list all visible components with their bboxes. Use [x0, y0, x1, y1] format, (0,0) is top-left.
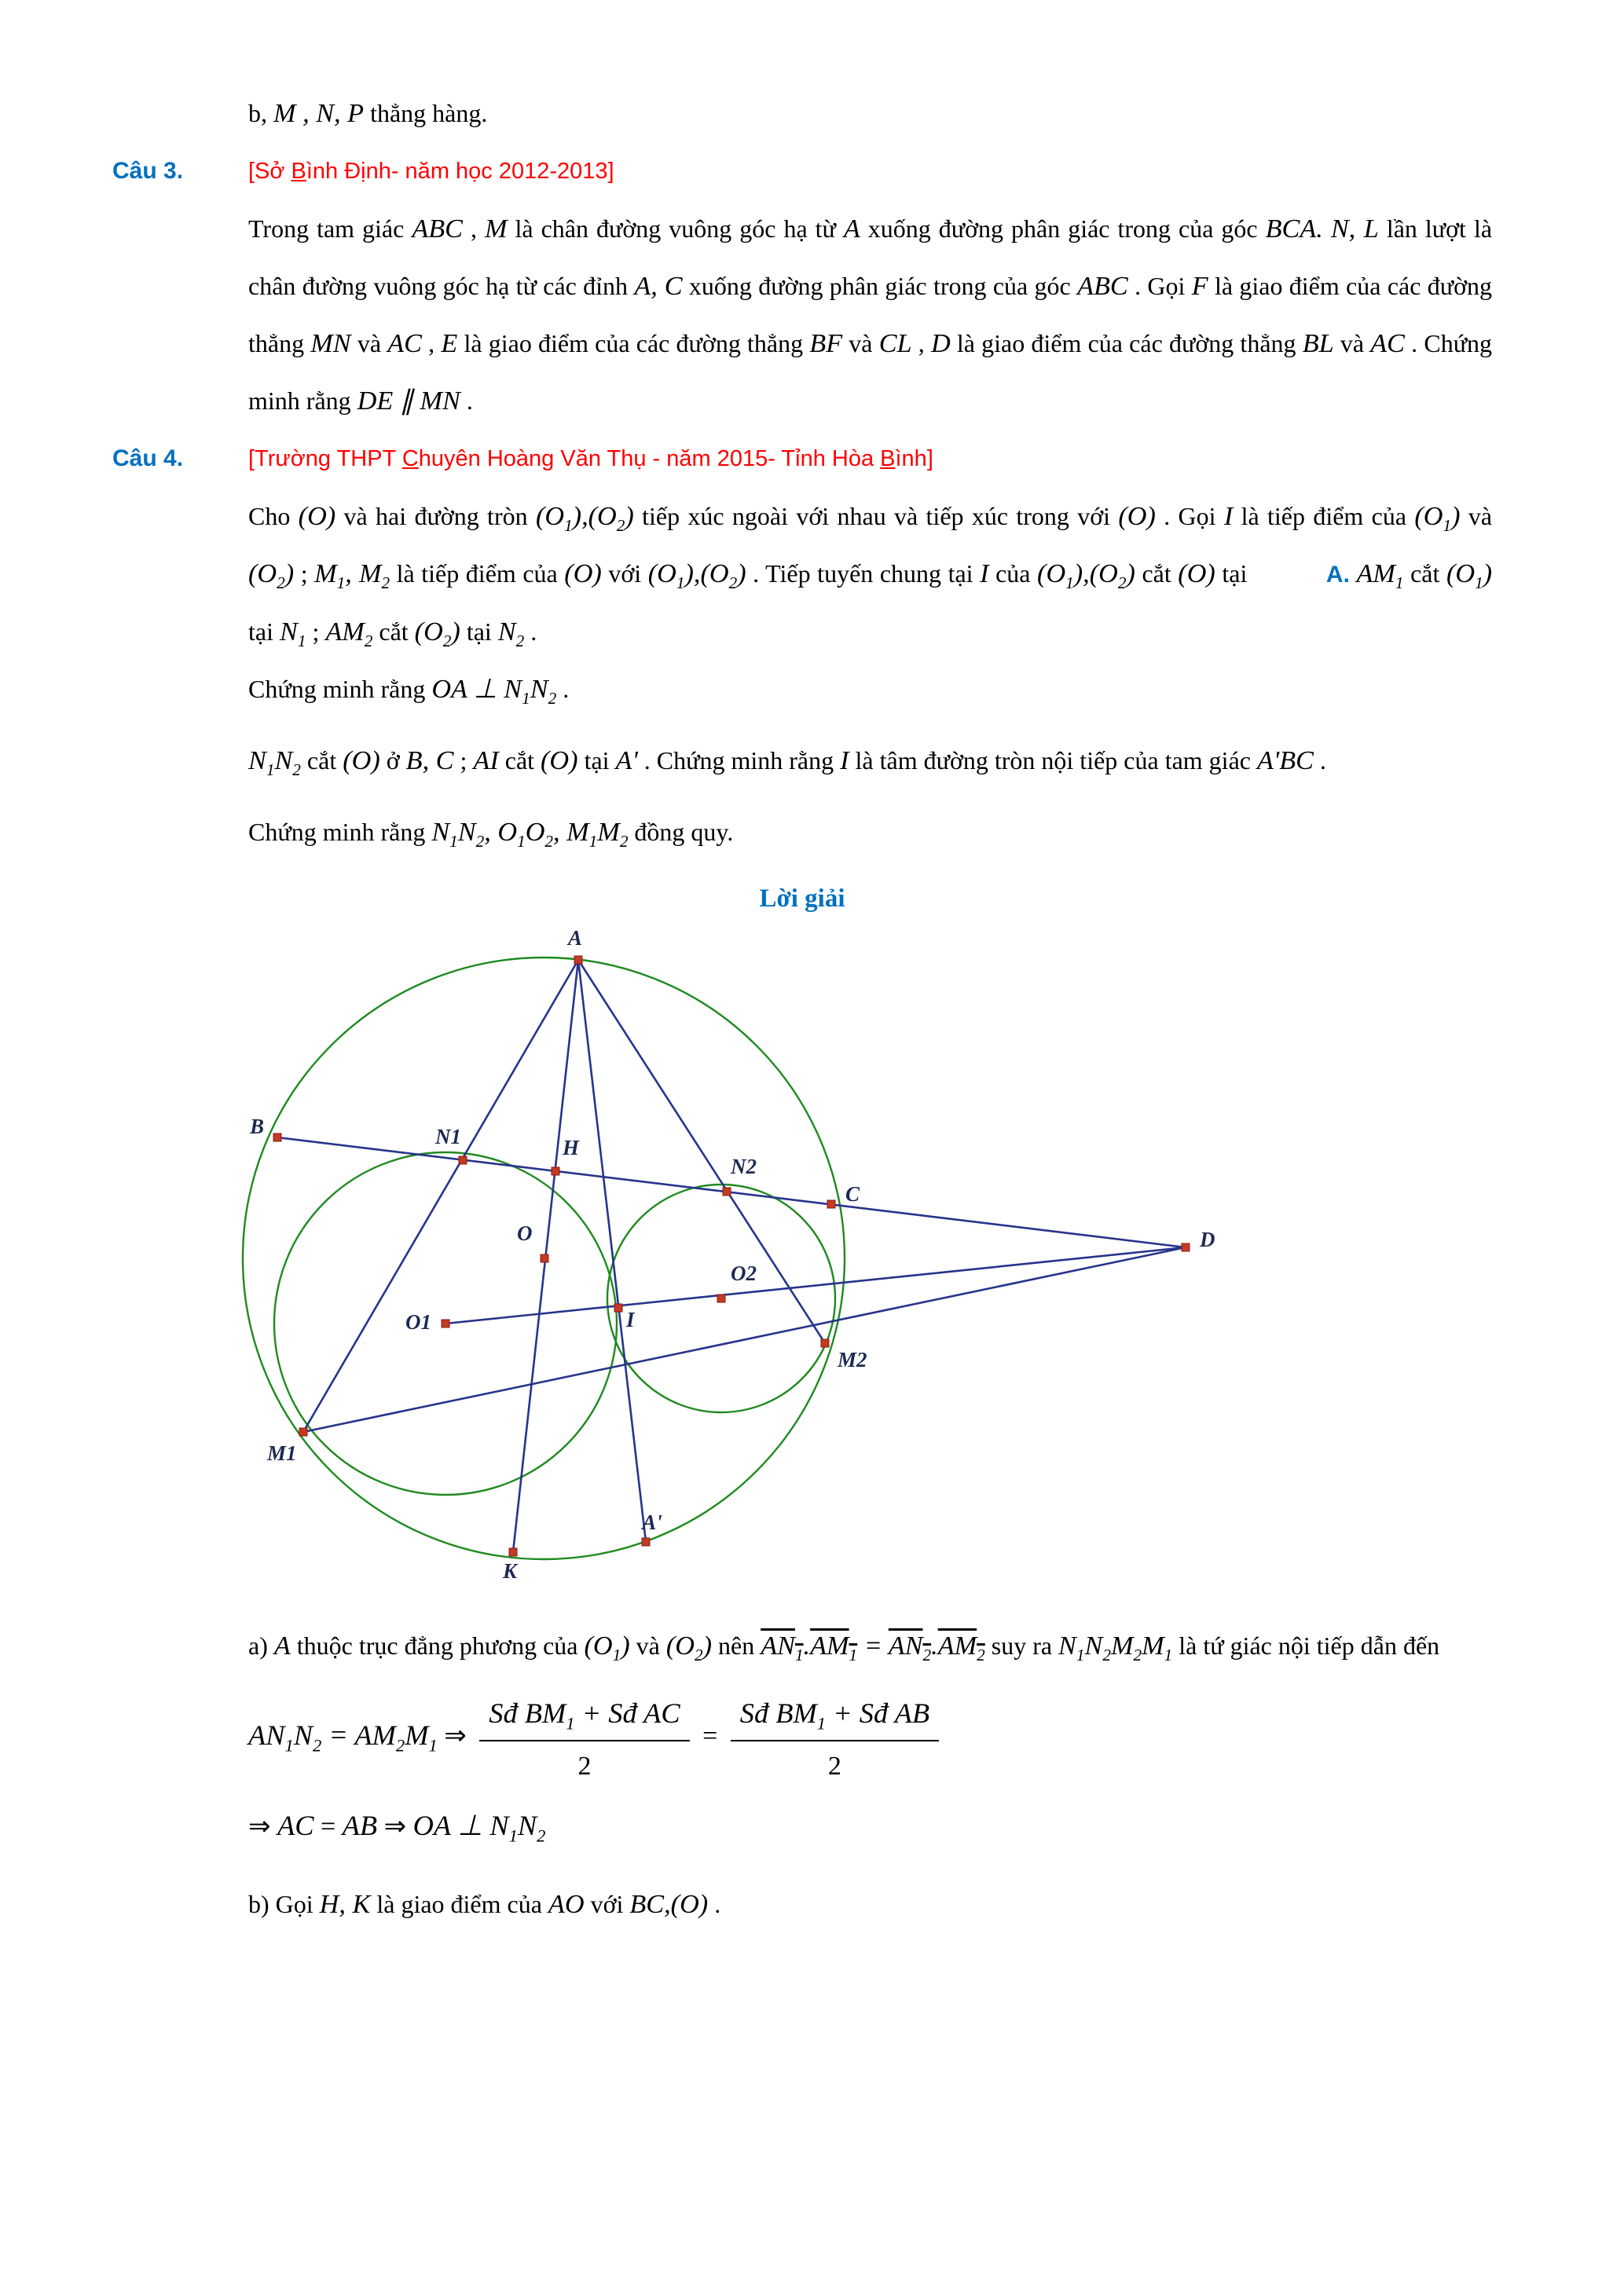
- point-M1: [299, 1428, 307, 1436]
- text-run: A: [843, 214, 860, 244]
- text-run: B: [880, 446, 896, 471]
- label-A: A: [567, 926, 583, 950]
- text-run: B: [291, 159, 306, 184]
- text-run: F: [1191, 271, 1208, 301]
- text-run: .: [803, 1631, 811, 1661]
- text-run: $N_2$: [293, 1719, 322, 1755]
- question-3-source: [Sở Bình Định- năm học 2012-2013]: [248, 159, 614, 184]
- question-4-claim-concurrent: Chứng minh rằng $N_1N_2$, $O_1O_2$, $M_1M_2$ đồng quy.: [248, 817, 734, 851]
- question-4-body: Cho (O) và hai đường tròn $(O_1),(O_2)$ tiếp xúc ngoài với nhau và tiếp xúc trong với (O) . Gọi I là tiếp điểm của $(O_1)$ và $(O_2)$ ; $M_1$, $M_2$ là tiếp điểm của (O) với $(O_1),(O_2)$ . Tiếp tuyến chung tại I của $(O_1),(O_2)$ cắt (O) tại A. $AM_1$ cắt $(O_1)$ tại $N_1$ ; $AM_2$ cắt $(O_2)$ tại $N_2$ .: [248, 501, 1493, 650]
- text-run: ): [451, 617, 460, 646]
- text-run: , $M_1$: [553, 817, 598, 851]
- text-run: (O): [298, 501, 336, 531]
- text-run: $N_2$: [497, 617, 525, 650]
- text-run: AC: [1370, 328, 1405, 358]
- text-run: AI: [473, 745, 499, 775]
- text-run: A.: [1325, 562, 1350, 588]
- line-A-M1: [303, 960, 578, 1432]
- text-run: B, C: [405, 745, 454, 775]
- text-run: I: [980, 558, 989, 588]
- text-run: $M_1$: [314, 558, 346, 592]
- text-run: )$,(O_2$: [684, 558, 738, 592]
- text-run: AO: [548, 1888, 585, 1919]
- label-A': A': [642, 1511, 662, 1534]
- text-run: ): [621, 1631, 630, 1661]
- text-run: + Sđ AC: [574, 1697, 680, 1729]
- point-D: [1182, 1243, 1190, 1251]
- label-B: B: [250, 1115, 265, 1138]
- text-run: A, C: [634, 271, 683, 301]
- label-M1: M1: [267, 1441, 297, 1465]
- point-A: [574, 956, 582, 964]
- line-B-C-D: [277, 1137, 1186, 1247]
- label-D: D: [1200, 1228, 1215, 1251]
- point-N1: [459, 1156, 467, 1164]
- question-3-body: Trong tam giác ABC , M là chân đường vuông góc hạ từ A xuống đường phân giác trong của góc BCA. N, L lần lượt là chân đường vuông góc hạ từ các đỉnh A, C xuống đường phân giác trong của góc ABC . Gọi F là giao điểm của các đường thẳng MN và AC , E là giao điểm của các đường thẳng BF và CL , D là giao điểm của các đường thẳng BL và AC . Chứng minh rằng DE ∥ MN .: [248, 214, 1493, 416]
- text-run: $AM_1$: [810, 1631, 858, 1664]
- text-run: $N_1$: [279, 617, 306, 650]
- text-run: ): [702, 1631, 712, 1661]
- text-run: ($O_1$: [1446, 558, 1483, 592]
- text-run: A'BC: [1256, 745, 1314, 775]
- text-run: Sđ $BM_1$: [739, 1697, 827, 1734]
- text-run: , $O_1$: [484, 817, 526, 851]
- text-run: $AM_2$: [354, 1719, 405, 1755]
- fraction: [479, 1690, 689, 1786]
- text-run: ($O_2$: [414, 617, 452, 650]
- text-run: =: [857, 1631, 889, 1661]
- question-4-claim-incenter: $N_1N_2$ cắt (O) ở B, C ; AI cắt (O) tại A' . Chứng minh rằng I là tâm đường tròn nội tiếp của tam giác A'BC .: [248, 745, 1326, 779]
- point-A': [642, 1538, 650, 1546]
- text-run: $N_1$: [248, 745, 275, 779]
- text-run: Sđ $BM_1$: [489, 1697, 575, 1734]
- diagram-container: [212, 926, 1492, 1613]
- text-run: ABC: [1077, 271, 1128, 301]
- text-run: AC: [387, 328, 422, 358]
- text-run: $M_1$: [405, 1719, 438, 1755]
- label-O1: O1: [405, 1310, 431, 1334]
- text-run: $AM_2$: [325, 617, 373, 650]
- text-run: $N_2$: [274, 745, 301, 779]
- label-O2: O2: [731, 1262, 757, 1285]
- text-run: DE ∥ MN: [357, 386, 460, 416]
- text-run: E: [441, 328, 458, 358]
- text-run: $M_2$: [1110, 1631, 1142, 1664]
- question-3-label: Câu 3.: [112, 158, 184, 184]
- text-run: ): [625, 501, 634, 531]
- text-run: ): [1126, 558, 1135, 588]
- text-run: BCA.: [1265, 214, 1323, 244]
- text-run: ($O_1$: [1414, 501, 1452, 535]
- line-O1-O2-D: [445, 1247, 1186, 1324]
- line-A-Aprime: [578, 960, 646, 1542]
- text-run: (O): [1178, 558, 1215, 588]
- text-run: OA ⊥ $N_1$: [431, 674, 530, 708]
- label-O: O: [517, 1221, 533, 1245]
- text-run: MN: [310, 328, 351, 358]
- solution-heading: Lời giải: [759, 884, 845, 913]
- label-C: C: [845, 1182, 860, 1206]
- solution-b: b) Gọi H, K là giao điểm của AO với BC,(O) .: [248, 1888, 721, 1919]
- text-run: C: [401, 446, 419, 471]
- text-run: OA ⊥ $N_1$: [412, 1809, 518, 1845]
- text-run: $AN_2$: [888, 1631, 932, 1664]
- text-run: )$,(O_2$: [1073, 558, 1127, 592]
- text-run: ($O_2$: [248, 558, 285, 592]
- text-run: BF: [809, 328, 843, 358]
- text-run: =: [321, 1719, 355, 1751]
- question-4-claim-oa: Chứng minh rằng OA ⊥ $N_1N_2$ .: [248, 674, 570, 708]
- point-B: [273, 1133, 281, 1141]
- label-N1: N1: [435, 1125, 461, 1148]
- text-run: $M_2$: [597, 817, 629, 851]
- label-I: I: [626, 1308, 635, 1331]
- text-run: , $M_2$: [345, 558, 390, 592]
- text-run: (O): [1118, 501, 1156, 531]
- text-run: I: [1223, 501, 1234, 531]
- text-run: H, K: [319, 1888, 371, 1919]
- text-run: $N_2$: [457, 817, 485, 851]
- label-M2: M2: [838, 1348, 867, 1371]
- text-run: ($O_2$: [665, 1631, 703, 1664]
- text-run: )$,(O_2$: [572, 501, 625, 535]
- text-run: $O_2$: [525, 817, 554, 851]
- text-run: ($O_1$: [1037, 558, 1074, 592]
- question-4-heading: [112, 430, 1492, 488]
- text-run: BL: [1302, 328, 1334, 358]
- point-O1: [442, 1320, 449, 1327]
- solution-implication: ⇒ AC = AB ⇒ OA ⊥ $N_1N_2$: [248, 1809, 546, 1845]
- point-M2: [821, 1339, 829, 1347]
- text-run: (O): [564, 558, 602, 588]
- question-3-heading: [112, 142, 1492, 200]
- text-run: ): [737, 558, 746, 588]
- text-run: ($O_1$: [535, 501, 573, 535]
- text-run: .: [931, 1631, 938, 1661]
- text-run: ): [284, 558, 295, 588]
- point-H: [552, 1167, 559, 1175]
- point-K: [509, 1548, 517, 1556]
- text-run: I: [840, 745, 849, 775]
- text-run: (O): [541, 745, 578, 775]
- text-run: $N_1$: [431, 817, 458, 851]
- solution-formula: $AN_1N_2 = AM_2M_1$ ⇒ $\frac{Sđ BM_1 + Sđ AC}{2}$ = $\frac{Sđ BM_1 + Sđ AB}{2}$: [248, 1690, 1492, 1786]
- text-run: $AN_1$: [248, 1719, 294, 1755]
- text-run: $AM_2$: [937, 1631, 985, 1664]
- solution-a: a) A thuộc trục đẳng phương của $(O_1)$ và $(O_2)$ nên $AN_1.AM_1 = AN_2.AM_2$ suy ra $N_1N_2M_2M_1$ là tứ giác nội tiếp dẫn đến: [248, 1631, 1440, 1664]
- text-run: $AM_1$: [1356, 558, 1404, 592]
- text-run: ($O_1$: [647, 558, 685, 592]
- point-O2: [717, 1294, 725, 1302]
- text-run: A: [273, 1631, 291, 1661]
- label-H: H: [563, 1136, 580, 1159]
- text-run: + Sđ AB: [826, 1697, 930, 1729]
- text-run: (O): [343, 745, 380, 775]
- text-run: M , N, P: [273, 98, 365, 128]
- question-4-source: [Trường THPT Chuyên Hoàng Văn Thụ - năm 2015- Tỉnh Hòa Bình]: [248, 446, 933, 471]
- text-run: ): [1483, 558, 1493, 588]
- label-K: K: [503, 1559, 518, 1583]
- text-run: $N_2$: [530, 674, 557, 708]
- geometry-diagram: [212, 926, 1273, 1606]
- text-run: D: [930, 328, 951, 358]
- text-run: $M_1$: [1142, 1631, 1173, 1664]
- point-I: [614, 1304, 622, 1312]
- text-run: BC: [629, 1888, 665, 1919]
- text-run: $N_1$: [1058, 1631, 1085, 1664]
- text-run: N, L: [1330, 214, 1379, 244]
- text-run: CL: [878, 328, 912, 358]
- point-N2: [723, 1188, 731, 1196]
- point-C: [827, 1200, 835, 1208]
- question-4-label: Câu 4.: [112, 445, 184, 471]
- text-run: AB: [342, 1809, 378, 1841]
- text-run: AC: [277, 1809, 314, 1841]
- text-run: 2: [827, 1751, 841, 1781]
- statement-b: b, M , N, P thẳng hàng.: [248, 98, 488, 128]
- text-run: ($O_1$: [584, 1631, 621, 1664]
- point-O: [541, 1254, 548, 1262]
- label-N2: N2: [731, 1155, 757, 1178]
- text-run: ABC: [412, 214, 464, 244]
- text-run: $AN_1$: [761, 1631, 804, 1664]
- text-run: $N_2$: [517, 1809, 546, 1845]
- fraction: [731, 1690, 939, 1786]
- text-run: 2: [577, 1751, 592, 1781]
- text-run: M: [485, 214, 508, 244]
- text-run: A': [615, 745, 638, 775]
- text-run: $N_2$: [1084, 1631, 1111, 1664]
- text-run: ): [1451, 501, 1461, 531]
- text-run: ,(O): [664, 1888, 709, 1919]
